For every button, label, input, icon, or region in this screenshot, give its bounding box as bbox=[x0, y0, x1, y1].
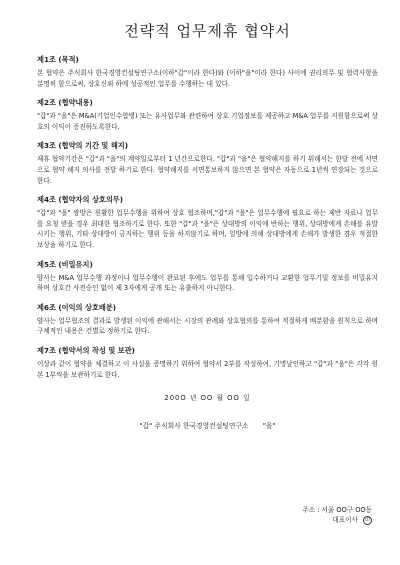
article-heading: 제4조 (협약자의 상호의무) bbox=[37, 195, 124, 205]
article-body: 본 협약은 주식회사 한국경영컨설팅연구소(이하"갑"이라 한다)와 (이하"을"이라 한다) 사이에 권리의무 및 협력사항을 분명히 함으로써, 상호신뢰 하에 성공적인 업무를 수행하는 데 있다. bbox=[37, 69, 378, 88]
address: 주소 : 서울 OO구 OO동 bbox=[302, 506, 372, 514]
article-heading: 제6조 (이익의 상호배분) bbox=[37, 302, 117, 312]
signing-date: 200O 년 OO 월 OO 일 bbox=[164, 394, 251, 403]
article-7 bbox=[37, 346, 378, 380]
article-6 bbox=[37, 303, 378, 337]
seal-icon: 印 bbox=[363, 516, 372, 525]
article-heading: 제7조 (협약서의 작성 및 보관) bbox=[37, 345, 135, 355]
party-b: "을" bbox=[262, 422, 276, 431]
article-heading: 제5조 (비밀유지) bbox=[37, 259, 93, 269]
article-body: 이상과 같이 협약을 체결하고 이 사실을 증명하기 위하여 협약서 2부를 작성하여, 기명날인하고 "갑"과 "을"은 각각 원본 1부씩을 보관하기로 한다. bbox=[37, 359, 378, 379]
document-title: 전략적 업무제휴 협약서 bbox=[124, 22, 291, 40]
article-body: 제휴 협약기간은 "갑"과 "을"의 계약일로부터 1 년간으로한다. "갑"과 "을"은 협약해지를 하기 위해서는 한달 전에 서면으로 협약 해지 의사를 전달 하기로 한다. 협약해지를 서면통보하지 않으면 본 협약은 자동으로 1년씩 연장되는 것으로 한다. bbox=[37, 155, 378, 185]
article-heading: 제1조 (목적) bbox=[37, 55, 79, 64]
party-a: "갑" 주식회사 한국경영컨설팅연구소 bbox=[139, 422, 249, 431]
article-3 bbox=[37, 141, 378, 186]
article-body: "갑"과 "을"은 M&A(기업인수합병) 또는 유사업무와 관련하여 상호 기업정보를 제공하고 M&A 업무를 지원함으로써 상호의 이익이 증진하도록한다. bbox=[37, 112, 378, 131]
article-body: "갑"과 "을" 쌍방은 원활한 업무수행을 위하여 상호 협조하며,"갑"과 "을"은 업무수행에 필요로 하는 제반 자료나 업무를 요청 받을 경우 최대한 협조하기로 한다. 또한 "갑"과 "을"은 상대방의 이익에 반하는 행위, 상대방에게 손해를 유발시키는 행위, 기타 상대방이 금지하는 행위 등을 하지않기로 하며, 일방에 의해 상대방에게 손해가 발생한 경우 적절한 보상을 하기로 한다. bbox=[37, 209, 378, 249]
article-4 bbox=[37, 195, 378, 250]
article-heading: 제3조 (협약의 기간 및 해지) bbox=[37, 141, 129, 151]
parties-line bbox=[37, 420, 378, 430]
article-heading: 제2조 (협약내용) bbox=[37, 98, 93, 108]
article-body: 양사는 업무협조의 결과로 발생된 이익에 관해서는 시장의 관례와 상호협의를 통하여 적절하게 배분함을 원칙으로 하며 구체적인 내용은 건별로 정하기로 한다. bbox=[37, 316, 378, 336]
article-2 bbox=[37, 98, 378, 132]
article-1 bbox=[37, 55, 378, 89]
representative-line bbox=[302, 515, 372, 525]
article-5 bbox=[37, 260, 378, 294]
article-body: 양사는 M&A 업무수행 과정이나 업무수행이 완료된 후에도 업무를 통해 입수하거나 교환한 업무기밀 정보를 비밀유지하며 상호간 사전승인 없이 제 3자에게 공개 또는 유출하지 아니한다. bbox=[37, 273, 378, 293]
representative-label: 대표이사 bbox=[332, 516, 358, 524]
signature-block bbox=[302, 505, 372, 525]
